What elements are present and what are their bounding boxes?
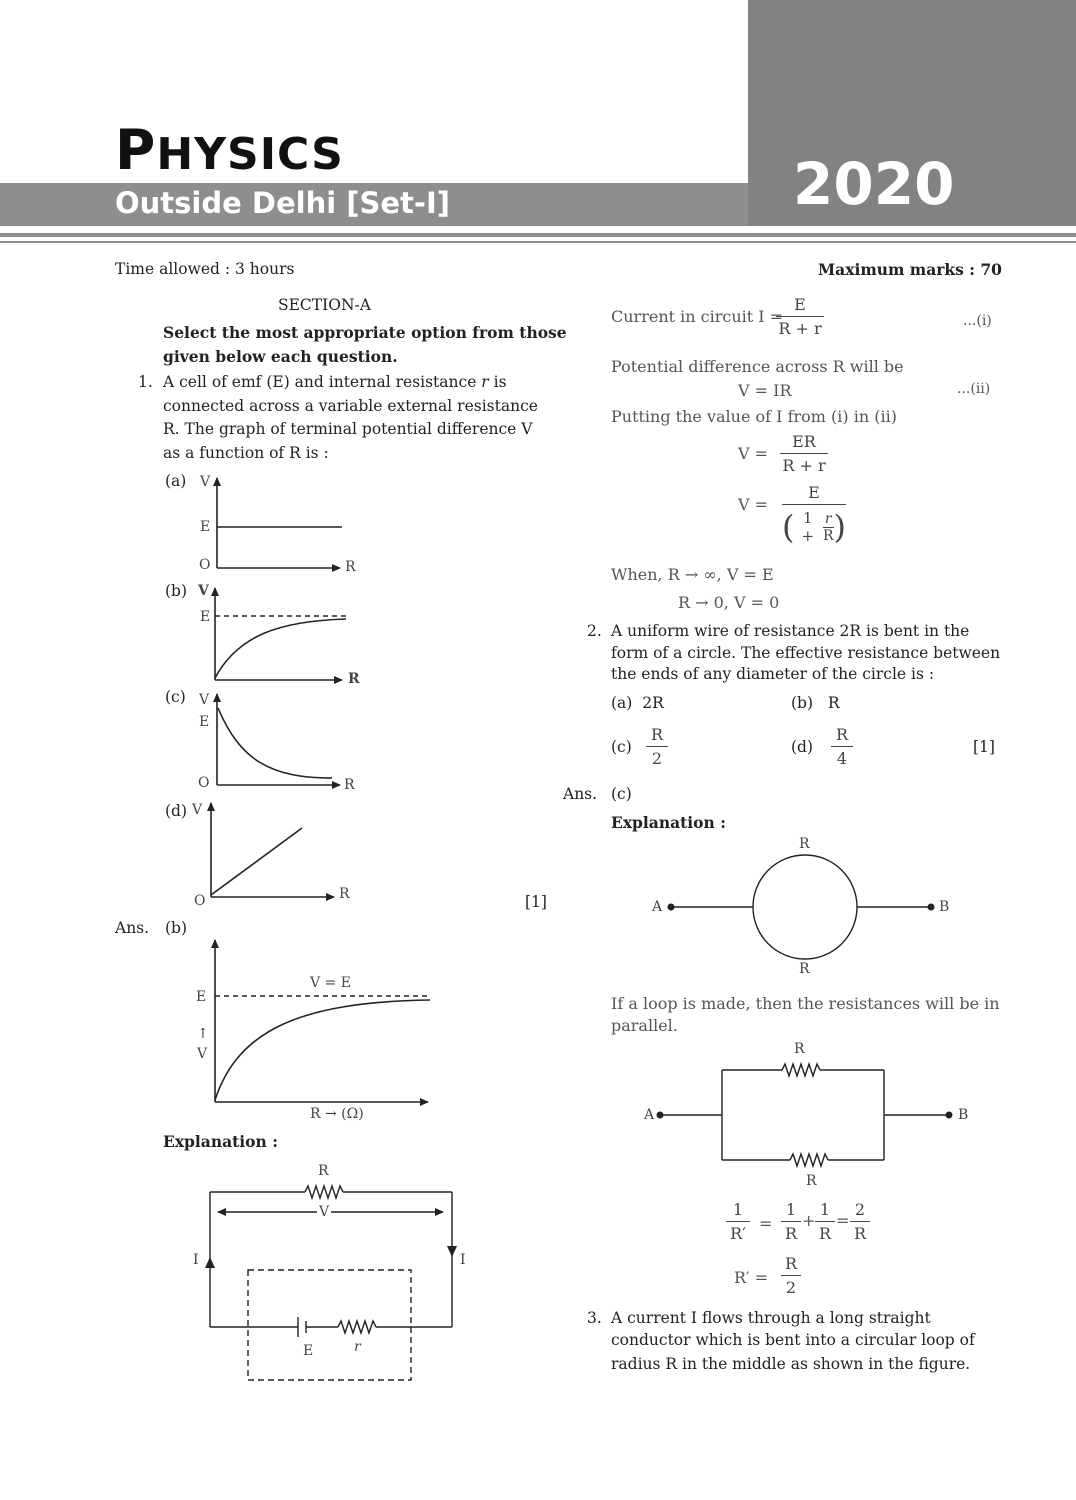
q2-line-2: form of a circle. The effective resistance between — [611, 644, 1001, 662]
answer-graph-r-label: R → (Ω) — [310, 1106, 364, 1122]
putting-text: Putting the value of I from (i) in (ii) — [611, 407, 897, 426]
q2-explanation-label: Explanation : — [611, 813, 726, 832]
q2-option-c-fraction: R 2 — [646, 725, 668, 768]
graph-c-e-label: E — [199, 714, 210, 730]
q1-line-2: connected across a variable external resistance — [163, 397, 538, 415]
plus-sign: + — [802, 1211, 816, 1230]
q2-option-b: (b) R — [791, 694, 840, 712]
answer-graph-arrow: ↑ — [197, 1026, 209, 1042]
graph-d-v-label: V — [192, 802, 203, 818]
option-d-label: (d) — [165, 802, 188, 820]
q1-line-1: A cell of emf (E) and internal resistance r is — [163, 373, 507, 391]
q2-answer-label: Ans. — [563, 785, 598, 803]
one-over-rprime: 1 R′ — [726, 1200, 750, 1243]
circle-wire-diagram — [640, 840, 960, 980]
eq-label-i: ...(i) — [963, 313, 992, 329]
circuit-r-label: R — [318, 1163, 329, 1179]
answer-graph — [0, 930, 460, 1130]
section-title: SECTION-A — [278, 296, 371, 314]
q3-number: 3. — [587, 1309, 602, 1327]
option-c-label: (c) — [165, 688, 186, 706]
two-over-r: 2 R — [850, 1200, 870, 1243]
eq-label-ii: ...(ii) — [957, 381, 991, 397]
graph-d-origin-label: O — [194, 893, 206, 909]
one-over-r-2: 1 R — [815, 1200, 835, 1243]
parallel-r-top-label: R — [794, 1041, 805, 1057]
parallel-b-label: B — [958, 1107, 969, 1123]
current-fraction: E R + r — [776, 295, 824, 338]
q2-option-c: (c) — [611, 738, 632, 756]
q2-line-3: the ends of any diameter of the circle is : — [611, 665, 935, 683]
q1-answer-label: Ans. — [115, 919, 150, 937]
graph-c — [217, 694, 340, 785]
q1-number: 1. — [138, 373, 153, 391]
graph-a-e-label: E — [200, 519, 211, 535]
circle-r-bottom-label: R — [799, 961, 810, 977]
circuit-i-left-label: I — [193, 1252, 199, 1268]
graph-a-r-label: R — [345, 559, 356, 575]
q2-line-1: A uniform wire of resistance 2R is bent in the — [611, 622, 970, 640]
parallel-a-label: A — [644, 1107, 655, 1123]
q1-explanation-label: Explanation : — [163, 1132, 278, 1151]
er-fraction: ER R + r — [780, 432, 828, 475]
q2-option-d: (d) — [791, 738, 814, 756]
loop-text-2: parallel. — [611, 1016, 678, 1035]
q2-option-a: (a) 2R — [611, 694, 664, 712]
q2-option-d-fraction: R 4 — [831, 725, 853, 768]
r-over-two: R 2 — [781, 1254, 801, 1297]
graph-c-r-label: R — [344, 777, 355, 793]
q3-line-3: radius R in the middle as shown in the figure. — [611, 1355, 971, 1373]
graph-c-origin-label: O — [198, 775, 210, 791]
page-title: PHYSICS — [115, 118, 344, 182]
circuit-v-label: V — [319, 1204, 330, 1220]
q1-line-3: R. The graph of terminal potential difference V — [163, 420, 533, 438]
graph-b-r-label: R — [348, 671, 360, 687]
circuit-r-internal-label: r — [354, 1339, 361, 1355]
graph-d — [211, 803, 334, 897]
option-b-label: (b) — [165, 582, 188, 600]
year-label: 2020 — [793, 150, 955, 218]
q1-line-4: as a function of R is : — [163, 444, 329, 462]
v-ir-equation: V = IR — [738, 381, 792, 400]
graph-a-origin-label: O — [199, 557, 211, 573]
graph-b-v-label: V — [198, 583, 209, 599]
answer-graph-ve-label: V = E — [310, 975, 351, 991]
page-subtitle: Outside Delhi [Set-I] — [115, 186, 451, 220]
graph-b-e-label: E — [200, 609, 211, 625]
parallel-r-bottom-label: R — [806, 1173, 817, 1189]
circle-r-top-label: R — [799, 836, 810, 852]
option-graphs — [0, 0, 560, 930]
graph-b — [215, 588, 346, 680]
parallel-resistor-diagram — [640, 1040, 970, 1180]
circuit-i-right-label: I — [460, 1252, 466, 1268]
circuit-e-label: E — [303, 1343, 314, 1359]
pd-text: Potential difference across R will be — [611, 357, 904, 376]
option-a-label: (a) — [165, 472, 187, 490]
rprime-equals: R′ = — [734, 1268, 769, 1287]
q1-marks: [1] — [525, 893, 547, 911]
e-over-fraction: E ( 1 + r R ) — [782, 483, 846, 546]
one-over-r-1: 1 R — [781, 1200, 801, 1243]
v-equals-2: V = — [738, 495, 769, 514]
current-text: Current in circuit I = — [611, 307, 784, 326]
time-allowed: Time allowed : 3 hours — [115, 260, 295, 278]
loop-text-1: If a loop is made, then the resistances will be in — [611, 994, 1000, 1013]
instruction-line-1: Select the most appropriate option from those — [163, 323, 567, 342]
instruction-line-2: given below each question. — [163, 347, 398, 366]
equals-sign-1: = — [759, 1214, 773, 1233]
when-line-1: When, R → ∞, V = E — [611, 565, 774, 584]
graph-a-v-label: V — [200, 474, 211, 490]
graph-c-v-label: V — [199, 692, 210, 708]
q2-number: 2. — [587, 622, 602, 640]
q1-answer-value: (b) — [165, 919, 188, 937]
q3-line-1: A current I flows through a long straight — [611, 1309, 931, 1327]
v-equals-1: V = — [738, 444, 769, 463]
equals-sign-2: = — [836, 1211, 850, 1230]
graph-d-r-label: R — [339, 886, 350, 902]
when-line-2: R → 0, V = 0 — [678, 593, 780, 612]
answer-graph-v-label: V — [197, 1046, 208, 1062]
q2-answer-value: (c) — [611, 785, 632, 803]
answer-graph-e-label: E — [196, 989, 207, 1005]
graph-a — [217, 478, 342, 568]
cell-circuit-diagram — [0, 1150, 480, 1390]
circle-b-label: B — [939, 899, 950, 915]
maximum-marks: Maximum marks : 70 — [818, 260, 1002, 279]
q3-line-2: conductor which is bent into a circular loop of — [611, 1331, 975, 1349]
q2-marks: [1] — [973, 738, 995, 756]
circle-a-label: A — [652, 899, 663, 915]
